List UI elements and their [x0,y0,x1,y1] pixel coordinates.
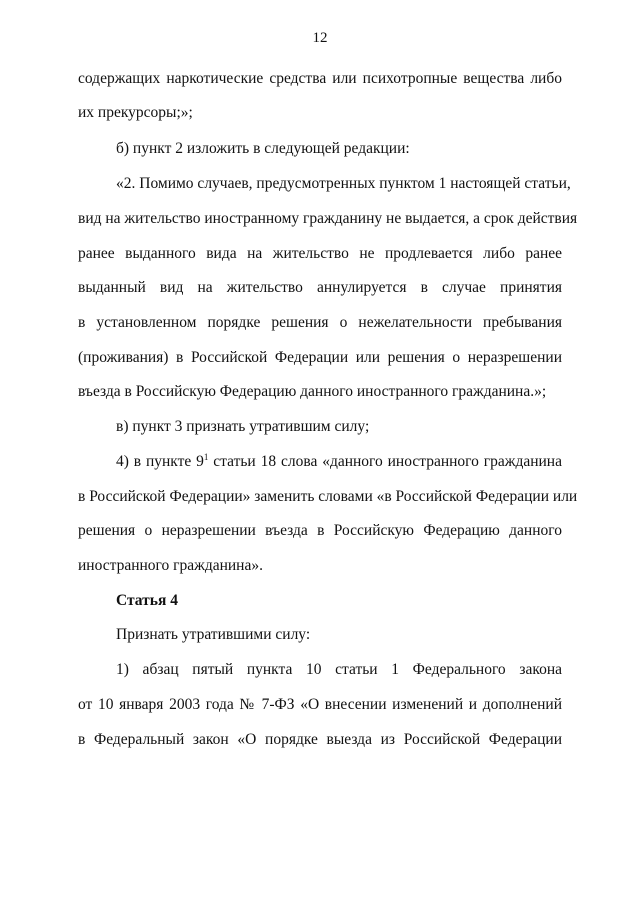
text-line: Признать утратившими силу: [116,626,311,643]
text-fragment: 4) в пункте 9 [116,453,204,470]
text-line: от 10 января 2003 года № 7-ФЗ «О внесении изменений и дополнений [78,696,562,713]
text-line: в Российской Федерации» заменить словами «в Российской Федерации или [78,488,578,505]
text-line: выданный вид на жительство аннулируется в случае принятия [78,279,562,296]
text-line: содержащих наркотические средства или психотропные вещества либо [78,70,562,87]
text-line: «2. Помимо случаев, предусмотренных пунктом 1 настоящей статьи, [116,175,571,192]
text-line: ранее выданного вида на жительство не продлевается либо ранее [78,245,562,262]
text-fragment: статьи 18 слова «данного иностранного гражданина [208,453,562,470]
text-line: в установленном порядке решения о нежелательности пребывания [78,314,562,331]
text-line: в Федеральный закон «О порядке выезда из Российской Федерации [78,731,562,748]
text-line: 1) абзац пятый пункта 10 статьи 1 Федерального закона [116,661,562,678]
text-line-with-superscript [78,451,562,473]
text-line: вид на жительство иностранному гражданину не выдается, а срок действия [78,210,578,227]
text-line: иностранного гражданина». [78,557,263,574]
text-line: б) пункт 2 изложить в следующей редакции: [116,140,410,157]
page-number: 12 [312,30,328,46]
text-line: (проживания) в Российской Федерации или решения о неразрешении [78,349,562,366]
text-line: въезда в Российскую Федерацию данного иностранного гражданина.»; [78,383,547,400]
article-heading: Статья 4 [116,592,178,609]
text-line: в) пункт 3 признать утратившим силу; [116,418,370,435]
text-line: решения о неразрешении въезда в Российскую Федерацию данного [78,522,562,539]
text-line: их прекурсоры;»; [78,104,193,121]
superscript: 1 [203,452,209,462]
